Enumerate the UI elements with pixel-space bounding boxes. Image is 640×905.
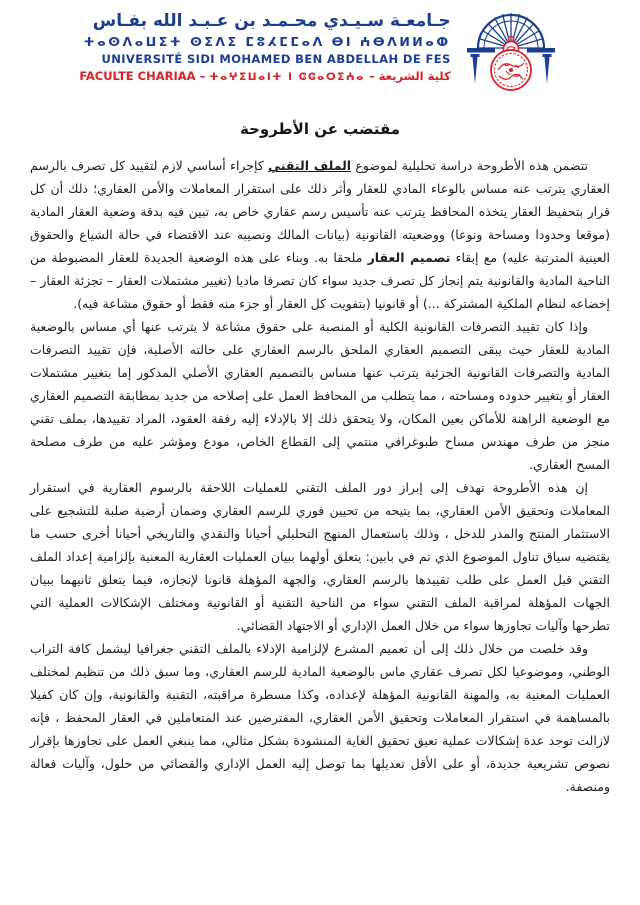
paragraph-2: وإذا كان تقييد التصرفات القانونية الكلية أو المنصبة على حقوق مشاعة لا يترتب عنها أي مساس بالوضعية المادية للعقار حيث يبقى التصميم العقاري الملحق بالرسم العقاري على حالته الأصلية، فإن تقييد التصرفات المادية والتصرفات القانونية الجزئية يترتب عنها مساس بالتصميم العقاري الأصلي المذكور إما بتغيير مشتملات العقار أو بتغيير حدوده ومساحته ، مما يتطلب من المحافظ العمل على إصلاحه من جديد بمطابقة التصميم العقاري مع الوضعية الراهنة للأماكن بعين المكان، ولا يتحقق ذلك إلا بالإدلاء إليه رفقة العقود، المراد تقييدها، بملف تقني منجز من طرف مهندس مساح طبوغرافي منتمي إلى القطاع الخاص، مودع ومؤشر عليه من طرف مصلحة المسح العقاري. — [30, 319, 610, 472]
university-name-arabic: جـامعـة سـيـدي محـمـد بن عـبـد الله بفـاس — [92, 11, 451, 31]
separator-dash: – — [368, 69, 375, 83]
university-name-french: UNIVERSITÉ SIDI MOHAMED BEN ABDELLAH DE FES — [101, 52, 451, 66]
faculty-name-arabic: كلية الشريعة — [378, 69, 451, 83]
university-name-tifinagh: ⵜⴰⵙⴷⴰⵡⵉⵜ ⵙⵉⴷⵉ ⵎⵓⵃⵎⵎⴰⴷ ⴱⵏ ⵄⴱⴷⵍⵍⴰⵀ — [83, 34, 451, 49]
abstract-body — [0, 154, 640, 798]
letterhead — [0, 0, 640, 96]
paragraph-1-bold-property-plan: تصميم العقار — [367, 250, 451, 265]
university-logo — [461, 8, 561, 96]
faculty-name-tifinagh: ⵜⴰⵖⵉⵡⴰⵏⵜ ⵏ ⵛⵛⴰⵔⵉⵄⴰ — [209, 71, 365, 83]
page-title: مقتضب عن الأطروحة — [239, 120, 401, 138]
faculty-name-french: FACULTE CHARIAA — [79, 69, 196, 83]
faculty-line — [79, 68, 450, 86]
university-emblem-icon — [461, 8, 561, 96]
paragraph-1 — [30, 154, 610, 315]
paragraph-1-text-c: ملحقا به. وبناء على هذه الوضعية الجديدة للعقار المضبوطة من الناحية المادية والقانونية يتم إنجاز كل تصرف جديد سواء كان تصرفا ماديا (تغيير مشتملات العقار – تجزئة العقار – إخضاعه لنظام الملكية المشتركة ...) أو قانونيا (بتفويت كل العقار أو جزء منه فقط أو حقوق مشاعة فيه). — [30, 250, 610, 311]
paragraph-1-text-a: تتضمن هذه الأطروحة دراسة تحليلية لموضوع — [351, 158, 588, 173]
paragraph-1-text-b: كإجراء أساسي لازم لتقييد كل تصرف بالرسم العقاري يترتب عنه مساس بالوعاء المادي للعقار وأثر ذلك على استقرار المعاملات والأمن العقاري؛ ذلك أن كل قرار بتحفيظ العقار يتخذه المحافظ يترتب عنه تأسيس رسم عقاري خاص به، تبين فيه بدقة وضعية العقار المادية (موقعا وحدودا ومساحة ونوعا) ووضعيته القانونية (بيانات المالك ونصيبه عند الاقتضاء في حالة الشياع والحقوق العينية المترتبة عليه) مع إبقاء — [30, 158, 610, 265]
paragraph-3: إن هذه الأطروحة تهدف إلى إبراز دور الملف التقني للعمليات اللاحقة بالرسوم العقارية في استقرار المعاملات وتحقيق الأمن العقاري، بما يتيحه من تحيين فوري للرسم العقاري وضمان أرضية صلبة للتشجيع على الاستثمار المنتج والمدر للدخل ، وذلك باستعمال المنهج التحليلي أحيانا والنقدي والتاريخي أحيانا أخرى حسب ما يقتضيه سياق تناول الموضوع الذي تم في بابين: يتعلق أولهما ببيان العمليات العقارية المعنية بإلزامية إعداد الملف التقني قبل العمل على طلب تقييدها بالرسم العقاري، والجهة المؤهلة قانونا لإنجازه، فيما يتعلق ثانيهما ببيان الجهات المؤهلة لمراقبة الملف التقني سواء من الناحية التقنية أو القانونية ومختلف الإشكالات العملية التي تطرحها وآليات تجاوزها سواء من خلال العمل الإداري أو الاجتهاد القضائي. — [30, 480, 610, 633]
letterhead-text — [79, 10, 450, 86]
separator-dash: – — [199, 69, 206, 83]
paragraph-4: وقد خلصت من خلال ذلك إلى أن تعميم المشرع لإلزامية الإدلاء بالملف التقني جغرافيا ليشمل كافة التراب الوطني، وموضوعيا لكل تصرف عقاري ماس بالوضعية المادية للرسم العقاري، وما سبق ذلك من تنظيم لمختلف العمليات المعنية به، والمهنة القانونية المؤهلة لإعداده، وكذا مسطرة مراقبته، التقنية والقانونية، وإن كان كفيلا بالمساهمة في استقرار المعاملات وتحقيق الأمن العقاري، المفترضين عند المتعاملين في العقار المحفظ ، فإنه لازالت توجد عدة إشكالات عملية تعيق تحقيق الغاية المنشودة بشكل مثالي، مما ينبغي العمل على تجاوزها بإقرار نصوص تشريعية جديدة، أو على الأقل تعديلها بما توصل إليه العمل الإداري والقضائي من حلول، وآليات فعالة ومنصفة. — [30, 641, 610, 794]
paragraph-1-highlight-technical-file: الملف التقني — [268, 158, 352, 173]
